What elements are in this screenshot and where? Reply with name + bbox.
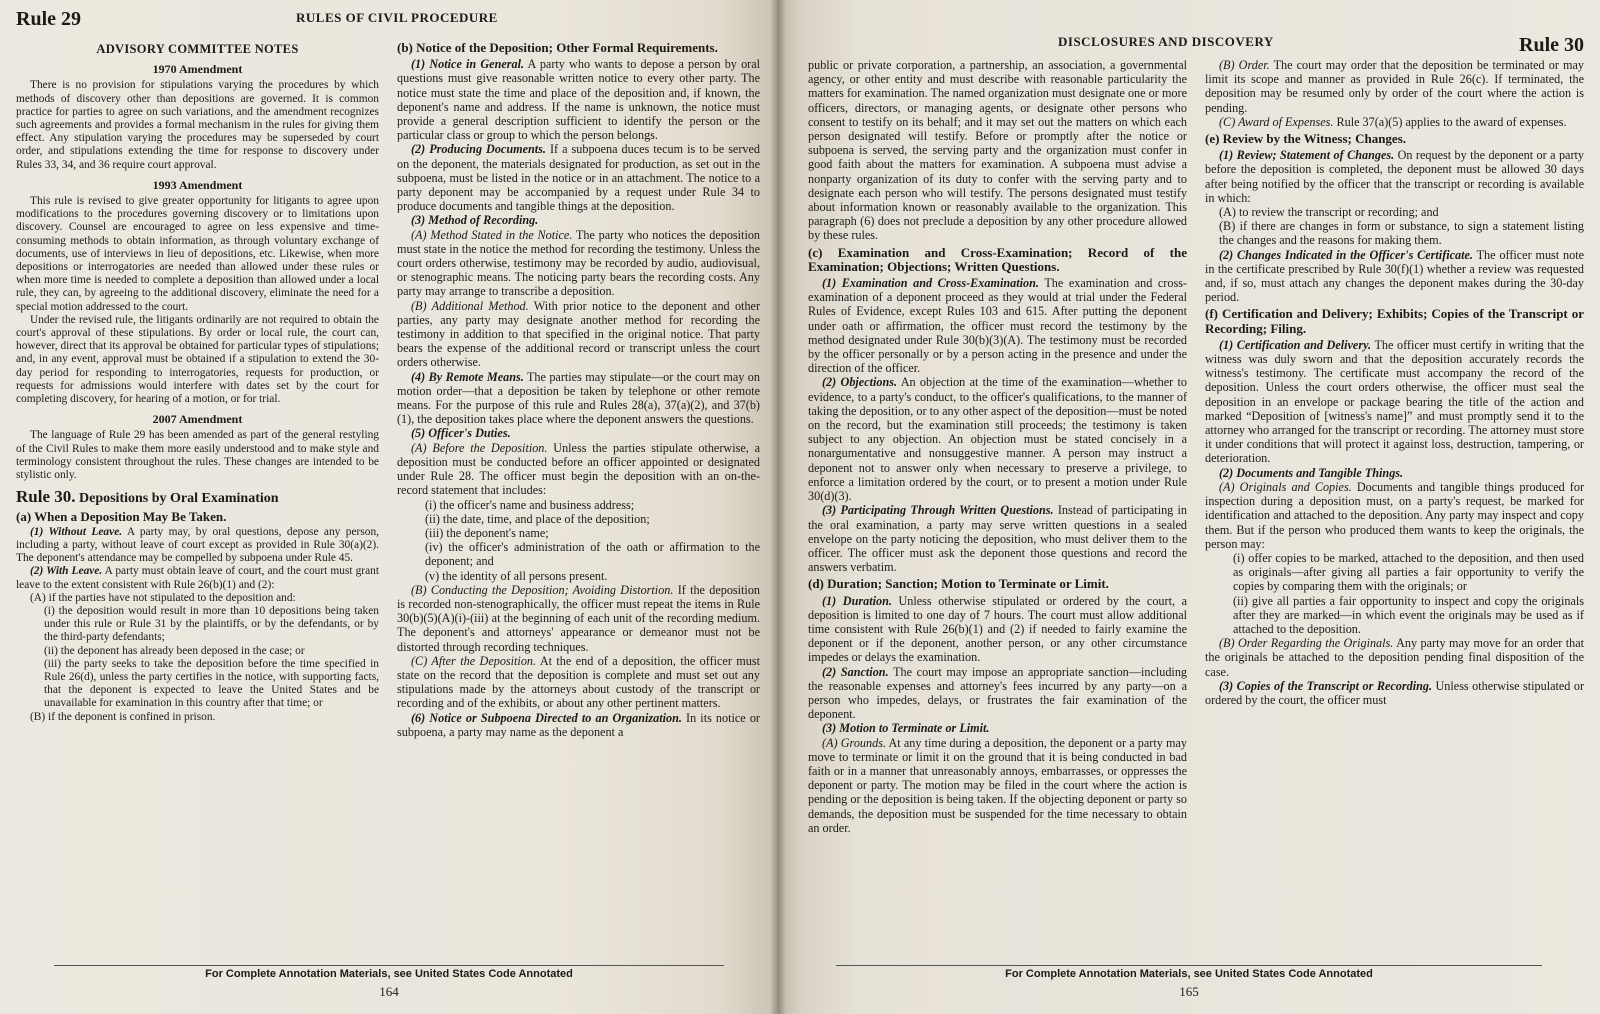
para-d3B (1205, 58, 1584, 115)
amendment-1970-heading: 1970 Amendment (152, 62, 243, 77)
para-d3A (808, 736, 1187, 835)
para-d1 (808, 594, 1187, 665)
para-f2A-text: Documents and tangible things produced for inspection during a deposition must, on a party's request, be marked for identification and attached to the deposition. Any party may inspect and copy them. But if the person who produced them wants to keep the originals, the person may: (1205, 479, 1584, 551)
amendment-1993-heading: 1993 Amendment (152, 177, 243, 192)
para-b5B-lead: (B) Conducting the Deposition; Avoiding Distortion. (411, 582, 674, 597)
para-c1-lead: (1) Examination and Cross-Examination. (822, 276, 1039, 291)
para-f2 (1205, 466, 1584, 480)
para-a1 (16, 526, 379, 566)
left-columns (16, 38, 760, 956)
para-a1-text: A party may, by oral questions, depose any person, including a party, without leave of court except as provided in Rule 30(a)(2). The deponent's attendance may be compelled by subpoena under Rule 45. (16, 525, 379, 565)
para-f3 (1205, 679, 1584, 707)
para-b4-lead: (4) By Remote Means. (411, 369, 524, 384)
right-rule-tag: Rule 30 (1519, 34, 1584, 56)
para-a2A: (A) if the parties have not stipulated to the deposition and: (30, 591, 296, 604)
para-c2-lead: (2) Objections. (822, 375, 898, 390)
para-e2 (1205, 248, 1584, 305)
para-c2-text: An objection at the time of the examination—whether to evidence, to a party's conduct, to the officer's qualifications, to the manner of taking the deposition, or to any other aspect of the deposition—must be noted on the record, but the examination still proceeds; the testimony is taken subject to any objection. An objection must be stated concisely in a nonargumentative and nonsuggestive manner. A person may instruct a deponent not to answer only when necessary to preserve a privilege, to enforce a limitation ordered by the court, or to present a motion under Rule 30(d)(3). (808, 375, 1187, 504)
para-b6-lead: (6) Notice or Subpoena Directed to an Organization. (411, 710, 682, 725)
para-a2Ai: (i) the deposition would result in more than 10 depositions being taken under this rule or Rule 31 by the plaintiffs, or by the defendants, or by the third-party defendants; (44, 604, 379, 644)
left-footer (0, 964, 778, 1000)
para-f2A (1205, 480, 1584, 551)
right-column-1 (808, 58, 1187, 956)
para-f3-text: Unless otherwise stipulated or ordered by the court, the officer must (1205, 678, 1584, 707)
section-d-heading: (d) Duration; Sanction; Motion to Terminate or Limit. (808, 576, 1109, 592)
para-b5C-text: At the end of a deposition, the officer must state on the record that the deposition is complete and must set out any stipulations made by the attorneys about custody of the transcript or recording and of the exhibits, or about any other pertinent matters. (397, 653, 760, 711)
para-b5C-lead: (C) After the Deposition. (411, 653, 537, 668)
note-1993-b: Under the revised rule, the litigants ordinarily are not required to obtain the court's approval of these stipulations. By order or local rule, the court can, however, direct that its approval be obtained for particular types of stipulations; and, in any event, approval must be obtained if a stipulation to extend the 30-day period for responding to interrogatories, requests for production, or requests for admissions would interfere with dates set by the court for completing discovery, for hearing of a motion, or for trial. (16, 313, 379, 406)
para-c3-lead: (3) Participating Through Written Questions. (822, 503, 1054, 518)
note-1970: There is no provision for stipulations varying the procedures by which methods of discovery other than depositions are governed. It is common practice for parties to agree on such variations, and the amendment recognizes such agreements and provides a formal mechanism in the rules for giving them effect. Any stipulation varying the procedures may be superseded by court order, and stipulations extending the time for response to discovery under Rules 33, 34, and 36 require court approval. (16, 79, 379, 171)
para-e1A: (A) to review the transcript or recording; and (1219, 205, 1439, 220)
para-b4-text: The parties may stipulate—or the court may on motion order—that a deposition be taken by telephone or other remote means. For the purpose of this rule and Rules 28(a), 37(a)(2), and 37(b)(1), the deposition takes place where the deponent answers the questions. (397, 369, 760, 427)
para-b3B-lead: (B) Additional Method. (411, 298, 529, 313)
para-b2 (397, 142, 760, 213)
para-b5A-text: Unless the parties stipulate otherwise, a deposition must be conducted before an officer appointed or designated under Rule 28. The officer must begin the deposition with an on-the-record statement that includes: (397, 440, 760, 498)
para-b5Aiv: (iv) the officer's administration of the oath or affirmation to the deponent; and (425, 540, 760, 569)
para-b1-lead: (1) Notice in General. (411, 57, 525, 72)
para-d3-lead: (3) Motion to Terminate or Limit. (822, 721, 990, 736)
para-f2B (1205, 636, 1584, 679)
para-b5Av: (v) the identity of all persons present. (425, 568, 608, 583)
para-b5Aii: (ii) the date, time, and place of the deposition; (425, 511, 650, 526)
para-f2B-lead: (B) Order Regarding the Originals. (1219, 636, 1394, 651)
para-e2-lead: (2) Changes Indicated in the Officer's Certificate. (1219, 247, 1473, 262)
para-b3-lead: (3) Method of Recording. (411, 213, 539, 228)
para-c2 (808, 375, 1187, 503)
para-d3C (1205, 115, 1584, 129)
left-page-number: 164 (379, 984, 399, 999)
right-running-head (808, 20, 1584, 54)
left-column-2 (397, 38, 760, 956)
para-a2Aii: (ii) the deponent has already been deposed in the case; or (44, 644, 305, 657)
para-f2B-text: Any party may move for an order that the originals be attached to the deposition pending final disposition of the case. (1205, 636, 1584, 679)
rule-30-heading (16, 487, 379, 507)
para-d3C-text: Rule 37(a)(5) applies to the award of expenses. (1336, 114, 1567, 129)
right-columns (808, 58, 1584, 956)
para-b3B (397, 299, 760, 370)
para-b5B (397, 583, 760, 654)
para-f2Ai: (i) offer copies to be marked, attached to the deposition, and then used as originals—after giving all parties a fair opportunity to verify the copies by comparing them with the originals; or (1233, 550, 1584, 594)
para-e1 (1205, 148, 1584, 205)
para-b5 (397, 426, 760, 440)
para-d3B-lead: (B) Order. (1219, 58, 1270, 72)
para-b5Aiii: (iii) the deponent's name; (425, 525, 549, 540)
left-column-1 (16, 38, 379, 956)
para-e2-text: The officer must note in the certificate prescribed by Rule 30(f)(1) whether a review was requested and, if so, must attach any changes the deponent makes during the 30-day period. (1205, 247, 1584, 305)
para-b1-text: A party who wants to depose a person by oral questions must give reasonable written notice to every other party. The notice must state the time and place of the deposition and, if known, the deponent's name and address. If the name is unknown, the notice must provide a general description sufficient to identify the person or the particular class or group to which the person belongs. (397, 57, 760, 143)
para-d2-lead: (2) Sanction. (822, 664, 889, 679)
book-gutter (770, 0, 786, 1014)
para-a2B: (B) if the deponent is confined in prison. (30, 710, 216, 723)
para-e1B: (B) if there are changes in form or substance, to sign a statement listing the changes and the reasons for making them. (1219, 219, 1584, 248)
para-b5C (397, 654, 760, 711)
para-d3 (808, 721, 1187, 735)
section-c-heading: (c) Examination and Cross-Examination; Record of the Examination; Objections; Written Questions. (808, 244, 1187, 274)
para-b5B-text: If the deposition is recorded non-stenographically, the officer must repeat the items in Rule 30(b)(5)(A)(i)-(iii) at the beginning of each unit of the recording medium. The deponent's and attorneys' appearance or demeanor must not be distorted through recording techniques. (397, 582, 760, 654)
para-b5A (397, 441, 760, 498)
para-f2Aii: (ii) give all parties a fair opportunity to inspect and copy the originals after they are marked—in which event the originals may be used as if attached to the deposition. (1233, 593, 1584, 636)
left-page (0, 0, 778, 1014)
para-b1 (397, 57, 760, 142)
para-f2A-lead: (A) Originals and Copies. (1219, 479, 1352, 494)
para-d3A-lead: (A) Grounds. (822, 735, 886, 750)
left-running-head (16, 6, 760, 40)
para-a1-lead: (1) Without Leave. (30, 525, 123, 538)
para-b6-cont: public or private corporation, a partnership, an association, a governmental agency, or other entity and must describe with reasonable particularity the matters for examination. The named organization must designate one or more officers, directors, or managing agents, or designate other persons who consent to testify on its behalf; and it may set out the matters on which each person designated will testify. Before or promptly after the notice or subpoena is served, the serving party and the organization must confer in good faith about the matters for examination. A subpoena must advise a nonparty organization of its duty to confer with the serving party and to designate each person who will testify. The persons designated must testify about information known or reasonably available to the organization. This paragraph (6) does not preclude a deposition by any other procedure allowed by these rules. (808, 58, 1187, 243)
para-c3 (808, 503, 1187, 574)
para-a2Aiii: (iii) the party seeks to take the deposition before the time specified in Rule 26(d), unless the party certifies in the notice, with supporting facts, that the deponent is expected to leave the United States and be unavailable for examination in this country after that time; or (44, 657, 379, 710)
para-f1 (1205, 338, 1584, 466)
para-f3-lead: (3) Copies of the Transcript or Recording. (1219, 678, 1433, 693)
para-d2-text: The court may impose an appropriate sanction—including the reasonable expenses and attorney's fees incurred by any party—on a person who impedes, delays, or frustrates the fair examination of the deponent. (808, 664, 1187, 722)
right-footer (778, 964, 1600, 1000)
section-a-heading: (a) When a Deposition May Be Taken. (16, 508, 227, 524)
right-page-number: 165 (1179, 984, 1199, 999)
para-f1-lead: (1) Certification and Delivery. (1219, 337, 1372, 352)
para-b5A-lead: (A) Before the Deposition. (411, 440, 548, 455)
para-b2-lead: (2) Producing Documents. (411, 142, 546, 157)
para-d3B-text: The court may order that the deposition be terminated or may limit its scope and manner as provided in Rule 26(c). If terminated, the deposition may be resumed only by order of the court where the action is pending. (1205, 58, 1584, 115)
section-b-heading: (b) Notice of the Deposition; Other Formal Requirements. (397, 40, 718, 55)
section-f-heading: (f) Certification and Delivery; Exhibits; Copies of the Transcript or Recording; Filing. (1205, 306, 1584, 336)
section-e-heading: (e) Review by the Witness; Changes. (1205, 131, 1407, 147)
para-d3C-lead: (C) Award of Expenses. (1219, 114, 1334, 129)
para-c1-text: The examination and cross-examination of a deponent proceed as they would at trial under the Federal Rules of Evidence, except Rules 103 and 615. After putting the deponent under oath or affirmation, the officer must record the testimony by the method designated under Rule 30(b)(3)(A). The testimony must be recorded by the officer personally or by a person acting in the presence and under the direction of the officer. (808, 276, 1187, 376)
para-c3-text: Instead of participating in the oral examination, a party may serve written questions in a sealed envelope on the party noticing the deposition, who must deliver them to the officer. The officer must ask the deponent those questions and record the answers verbatim. (808, 503, 1187, 575)
para-d1-lead: (1) Duration. (822, 593, 892, 608)
para-b2-text: If a subpoena duces tecum is to be served on the deponent, the materials designated for production, as set out in the subpoena, must be listed in the notice or in an attachment. The notice to a party deponent may be accompanied by a request under Rule 34 to produce documents and tangible things at the deposition. (397, 142, 760, 214)
left-footer-note: For Complete Annotation Materials, see United States Code Annotated (54, 965, 723, 980)
para-e1-text: On request by the deponent or a party before the deposition is completed, the deponent must be allowed 30 days after being notified by the officer that the transcript or recording is available in which: (1205, 148, 1584, 205)
para-a2-text: A party must obtain leave of court, and the court must grant leave to the extent consistent with Rule 26(b)(1) and (2): (16, 565, 379, 591)
rule-30-number: Rule 30. (16, 487, 76, 507)
note-1993-a: This rule is revised to give greater opportunity for litigants to agree upon modifications to the procedures governing discovery or to limitations upon discovery. Counsel are encouraged to agree on less expensive and time-consuming methods to obtain information, as through voluntary exchange of documents, use of interviews in lieu of depositions, etc. Likewise, when more depositions or interrogatories are needed than allowed under these rules or when more time is needed to complete a deposition than allowed under a local rule, they can, by agreeing to the additional discovery, eliminate the need for a special motion addressed to the court. (16, 195, 379, 313)
para-b3A-text: The party who notices the deposition must state in the notice the method for recording the testimony. Unless the court orders otherwise, testimony may be recorded by audio, audiovisual, or stenographic means. The noticing party bears the recording costs. Any party may arrange to transcribe a deposition. (397, 227, 760, 299)
para-b4 (397, 370, 760, 427)
para-f1-text: The officer must certify in writing that the witness was duly sworn and that the deposition accurately records the witness's testimony. The certificate must accompany the record of the deposition. Unless the court orders otherwise, the officer must seal the deposition in an envelope or package bearing the title of the action and marked “Deposition of [witness's name]” and must promptly send it to the attorney who arranged for the transcript or recording. The attorney must store it under conditions that will protect it against loss, destruction, tampering, or deterioration. (1205, 337, 1584, 466)
para-b6 (397, 711, 760, 739)
rule-30-title: Depositions by Oral Examination (79, 491, 279, 507)
para-b6-text: In its notice or subpoena, a party may name as the deponent a (397, 710, 760, 739)
para-b3B-text: With prior notice to the deponent and other parties, any party may designate another method for recording the testimony in addition to that specified in the original notice. That party bears the expense of the additional record or transcript unless the court orders otherwise. (397, 298, 760, 370)
right-column-2 (1205, 58, 1584, 956)
para-f2-lead: (2) Documents and Tangible Things. (1219, 465, 1404, 480)
para-b5Ai: (i) the officer's name and business address; (425, 497, 635, 512)
para-d2 (808, 665, 1187, 722)
note-2007: The language of Rule 29 has been amended as part of the general restyling of the Civil Rules to make them more easily understood and to make style and terminology consistent throughout the rules. These changes are intended to be stylistic only. (16, 429, 379, 482)
para-b5-lead: (5) Officer's Duties. (411, 426, 511, 441)
para-d3A-text: At any time during a deposition, the deponent or a party may move to terminate or limit it on the ground that it is being conducted in bad faith or in a manner that unreasonably annoys, embarrasses, or oppresses the deponent or party. The motion may be filed in the court where the action is pending or the deposition is being taken. If the objecting deponent or party so demands, the deposition must be suspended for the time necessary to obtain an order. (808, 735, 1187, 835)
para-c1 (808, 276, 1187, 375)
para-a2-lead: (2) With Leave. (30, 565, 103, 578)
para-b3 (397, 213, 760, 227)
para-b3A-lead: (A) Method Stated in the Notice. (411, 227, 573, 242)
notes-heading: ADVISORY COMMITTEE NOTES (96, 42, 299, 56)
right-footer-note: For Complete Annotation Materials, see United States Code Annotated (836, 965, 1543, 980)
para-a2 (16, 565, 379, 591)
amendment-2007-heading: 2007 Amendment (152, 412, 243, 427)
para-e1-lead: (1) Review; Statement of Changes. (1219, 148, 1395, 163)
para-d1-text: Unless otherwise stipulated or ordered by the court, a deposition is limited to one day of 7 hours. The court must allow additional time consistent with Rule 26(b)(1) and (2) if needed to fairly examine the deponent or if the deponent, another person, or any other circumstance impedes or delays the examination. (808, 593, 1187, 665)
para-b3A (397, 228, 760, 299)
left-rule-tag: Rule 29 (16, 8, 81, 30)
left-running-title: RULES OF CIVIL PROCEDURE (296, 10, 498, 25)
right-running-title: DISCLOSURES AND DISCOVERY (1058, 34, 1274, 49)
right-page (778, 0, 1600, 1014)
